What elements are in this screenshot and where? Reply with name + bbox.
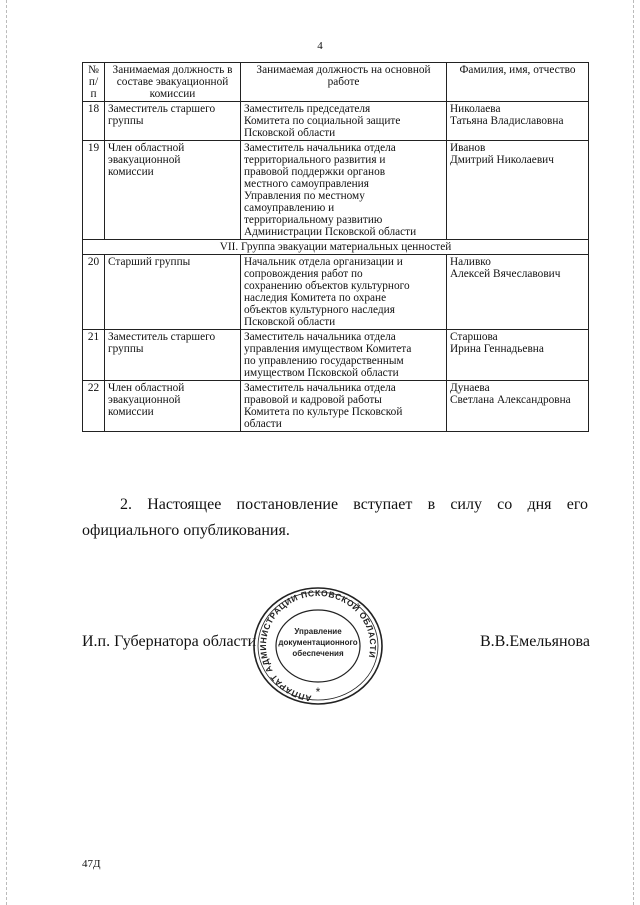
commission-position — [105, 330, 241, 381]
main-job-position-line: сохранению объектов культурного — [244, 280, 410, 292]
full-name — [447, 381, 589, 432]
commission-position — [105, 141, 241, 240]
left-scan-edge — [6, 0, 7, 905]
full-name-line: Дунаева — [450, 382, 490, 394]
main-job-position-line: Комитета по социальной защите — [244, 115, 401, 127]
commission-position-line: Заместитель старшего — [108, 103, 216, 115]
svg-text:Управление: Управление — [294, 627, 342, 636]
main-job-position-line: области — [244, 418, 282, 430]
main-job-position-line: самоуправлению и — [244, 202, 335, 214]
commission-position-line: Заместитель старшего — [108, 331, 216, 343]
table-row — [83, 381, 589, 432]
main-job-position-line: Псковской области — [244, 127, 336, 139]
table-row — [83, 102, 589, 141]
commission-position-line: Старший группы — [108, 256, 191, 268]
commission-position-line: Член областной — [108, 142, 185, 154]
full-name-line: Иванов — [450, 142, 486, 154]
full-name-line: Алексей Вячеславович — [450, 268, 561, 280]
main-job-position-line: сопровождения работ по — [244, 268, 363, 280]
svg-text:документационного: документационного — [278, 638, 358, 647]
table-header-row — [83, 63, 589, 102]
main-job-position — [241, 255, 447, 330]
main-job-position-line: Заместитель начальника отдела — [244, 142, 396, 154]
main-job-position-line: местного самоуправления — [244, 178, 369, 190]
svg-text:обеспечения: обеспечения — [292, 649, 344, 658]
main-job-position-line: имуществом Псковской области — [244, 367, 399, 379]
official-seal-stamp — [250, 584, 386, 706]
commission-table — [82, 62, 589, 432]
full-name-line: Ирина Геннадьевна — [450, 343, 544, 355]
row-number: 21 — [83, 330, 105, 381]
page-number: 4 — [317, 40, 323, 52]
right-scan-edge — [633, 0, 634, 905]
full-name — [447, 330, 589, 381]
main-job-position-line: территориальному развитию — [244, 214, 383, 226]
header-number: № п/п — [83, 63, 105, 102]
full-name — [447, 255, 589, 330]
main-job-position-line: Заместитель начальника отдела — [244, 382, 396, 394]
main-job-position-line: Начальник отдела организации и — [244, 256, 403, 268]
svg-text:АППАРАТ АДМИНИСТРАЦИИ ПСКОВСКО: АППАРАТ АДМИНИСТРАЦИИ ПСКОВСКОЙ ОБЛАСТИ — [257, 587, 379, 704]
main-job-position-line: управления имуществом Комитета — [244, 343, 412, 355]
main-job-position-line: территориального развития и — [244, 154, 386, 166]
full-name-line: Наливко — [450, 256, 491, 268]
table-row — [83, 255, 589, 330]
header-commission-position: Занимаемая должность в составе эвакуационной комиссии — [105, 63, 241, 102]
commission-position-line: комиссии — [108, 406, 154, 418]
main-job-position-line: Управления по местному — [244, 190, 365, 202]
main-job-position-line: по управлению государственным — [244, 355, 404, 367]
main-job-position-line: Администрации Псковской области — [244, 226, 417, 238]
main-job-position — [241, 381, 447, 432]
signatory-name: В.В.Емельянова — [480, 633, 590, 650]
main-job-position-line: Заместитель начальника отдела — [244, 331, 396, 343]
main-job-position-line: правовой поддержки органов — [244, 166, 386, 178]
full-name — [447, 102, 589, 141]
table-row — [83, 141, 589, 240]
commission-position-line: эвакуационной — [108, 394, 181, 406]
main-job-position-line: Комитета по культуре Псковской — [244, 406, 403, 418]
commission-position-line: группы — [108, 343, 144, 355]
row-number: 18 — [83, 102, 105, 141]
signatory-title: И.п. Губернатора области — [82, 633, 257, 650]
main-job-position-line: наследия Комитета по охране — [244, 292, 387, 304]
full-name-line: Дмитрий Николаевич — [450, 154, 554, 166]
svg-text:*: * — [315, 685, 321, 699]
main-job-position-line: Псковской области — [244, 316, 336, 328]
commission-position-line: Член областной — [108, 382, 185, 394]
row-number: 20 — [83, 255, 105, 330]
commission-position-line: эвакуационной — [108, 154, 181, 166]
main-job-position-line: объектов культурного наследия — [244, 304, 395, 316]
row-number: 22 — [83, 381, 105, 432]
commission-position — [105, 102, 241, 141]
commission-position-line: группы — [108, 115, 144, 127]
main-job-position — [241, 330, 447, 381]
full-name — [447, 141, 589, 240]
header-main-job: Занимаемая должность на основной работе — [241, 63, 447, 102]
row-number: 19 — [83, 141, 105, 240]
full-name-line: Николаева — [450, 103, 501, 115]
clause-paragraph: 2. Настоящее постановление вступает в силу со дня его официального опубликования. — [82, 496, 588, 539]
main-job-position — [241, 141, 447, 240]
section-title: VII. Группа эвакуации материальных ценностей — [83, 240, 589, 255]
section-row — [83, 240, 589, 255]
main-job-position-line: правовой и кадровой работы — [244, 394, 382, 406]
commission-position-line: комиссии — [108, 166, 154, 178]
document-code: 47Д — [82, 858, 101, 870]
commission-position — [105, 381, 241, 432]
main-job-position — [241, 102, 447, 141]
commission-position — [105, 255, 241, 330]
full-name-line: Татьяна Владиславовна — [450, 115, 564, 127]
main-job-position-line: Заместитель председателя — [244, 103, 371, 115]
header-full-name: Фамилия, имя, отчество — [447, 63, 589, 102]
full-name-line: Старшова — [450, 331, 498, 343]
full-name-line: Светлана Александровна — [450, 394, 571, 406]
table-row — [83, 330, 589, 381]
